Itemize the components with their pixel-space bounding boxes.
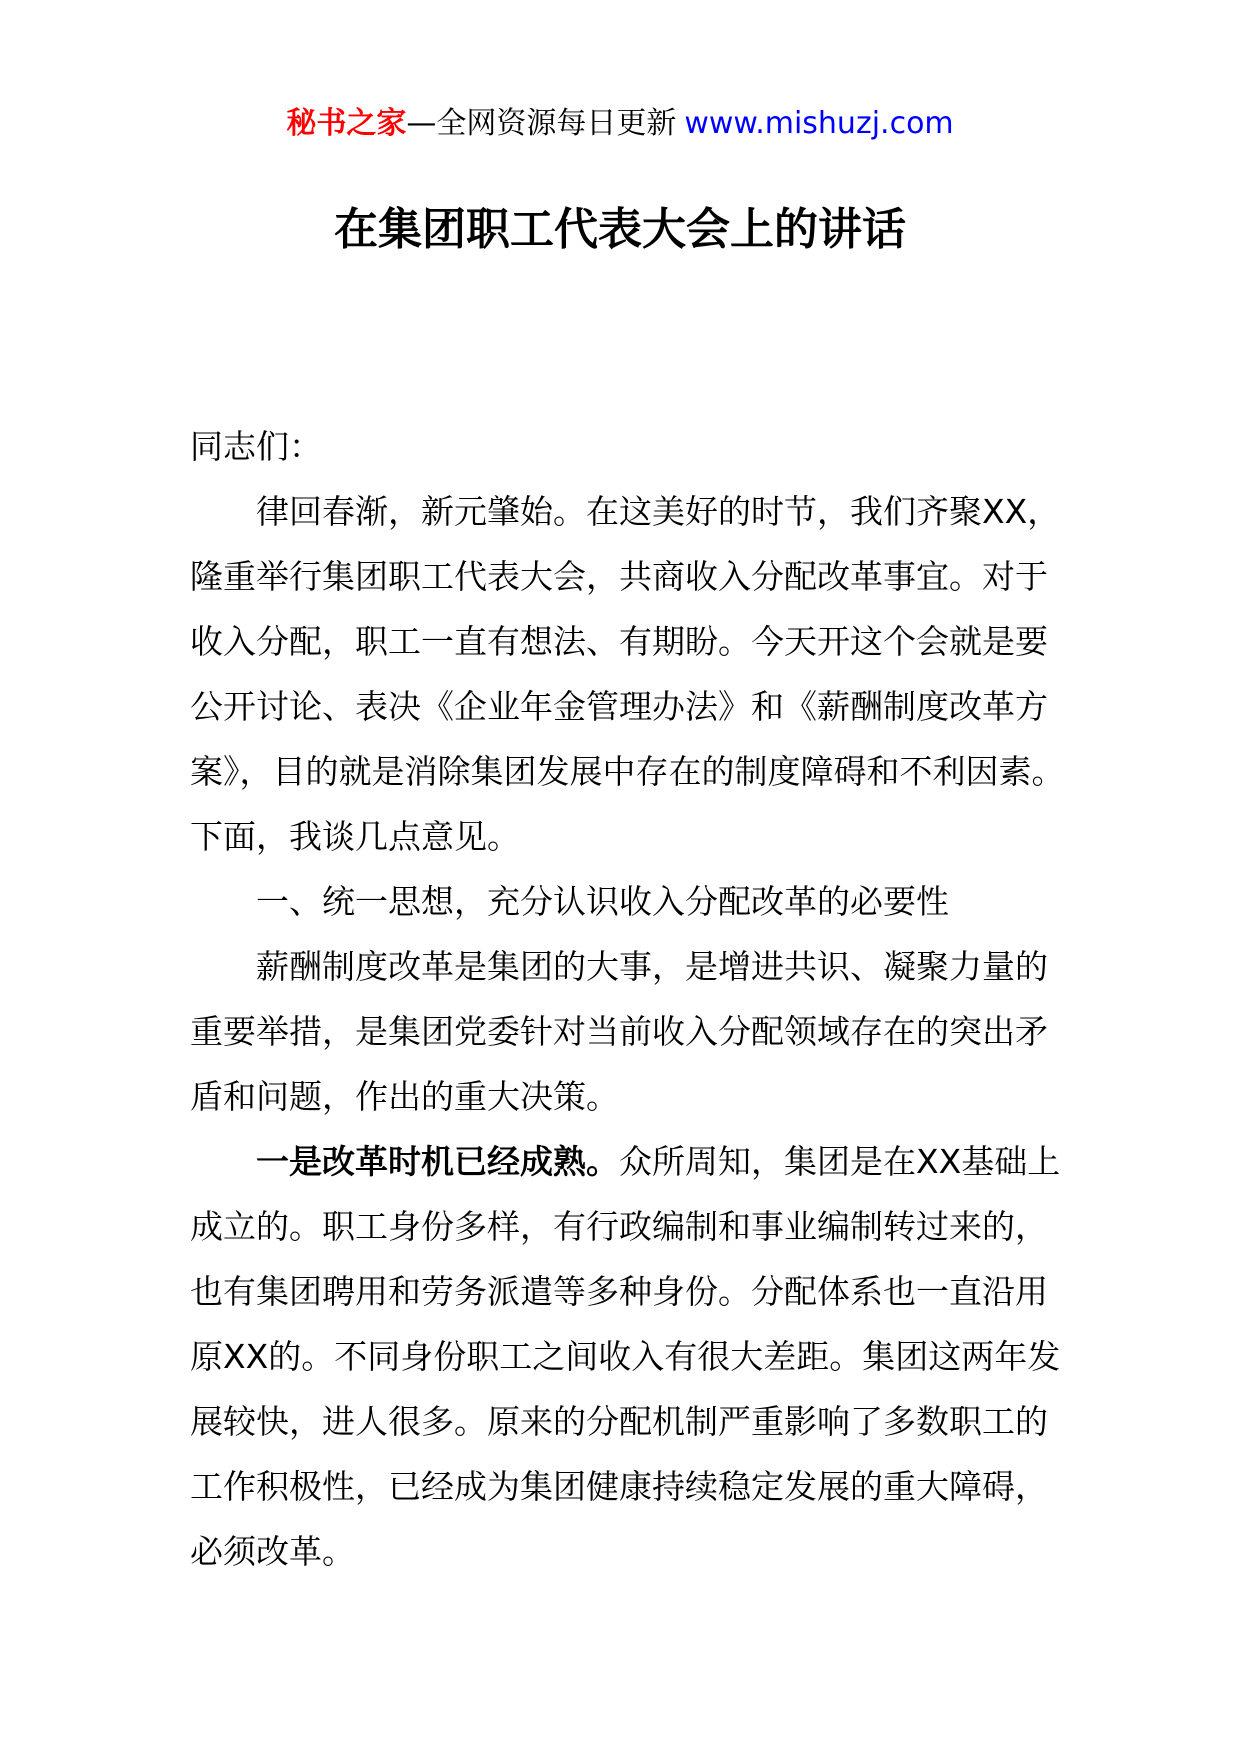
document-title: 在集团职工代表大会上的讲话: [334, 204, 906, 255]
site-brand: 秘书之家: [286, 106, 407, 141]
paragraph-section-intro: 薪酬制度改革是集团的大事，是增进共识、凝聚力量的重要举措，是集团党委针对当前收入分配领域存在的突出矛盾和问题，作出的重大决策。: [190, 947, 1048, 1116]
site-header: [0, 100, 1240, 148]
site-tagline: —全网资源每日更新: [406, 106, 677, 141]
paragraph-point-1: [190, 1129, 1070, 1584]
section-heading: 一、统一思想，充分认识收入分配改革的必要性: [256, 882, 949, 921]
site-url: www.mishuzj.com: [684, 106, 954, 141]
paragraph-intro: 律回春渐，新元肇始。在这美好的时节，我们齐聚XX，隆重举行集团职工代表大会，共商收入分配改革事宜。对于收入分配，职工一直有想法、有期盼。今天开这个会就是要公开讨论、表决《企业年金管理办法》和《薪酬制度改革方案》，目的就是消除集团发展中存在的制度障碍和不利因素。下面，我谈几点意见。: [190, 492, 1065, 856]
point-1-text: 众所周知，集团是在XX基础上成立的。职工身份多样，有行政编制和事业编制转过来的，也有集团聘用和劳务派遣等多种身份。分配体系也一直沿用原XX的。不同身份职工之间收入有很大差距。集团这两年发展较快，进人很多。原来的分配机制严重影响了多数职工的工作积极性，已经成为集团健康持续稳定发展的重大障碍，必须改革。: [190, 1142, 1061, 1571]
document-body: [190, 414, 1070, 1584]
point-1-lead: 一是改革时机已经成熟。: [256, 1142, 619, 1181]
salutation: 同志们：: [190, 427, 322, 466]
